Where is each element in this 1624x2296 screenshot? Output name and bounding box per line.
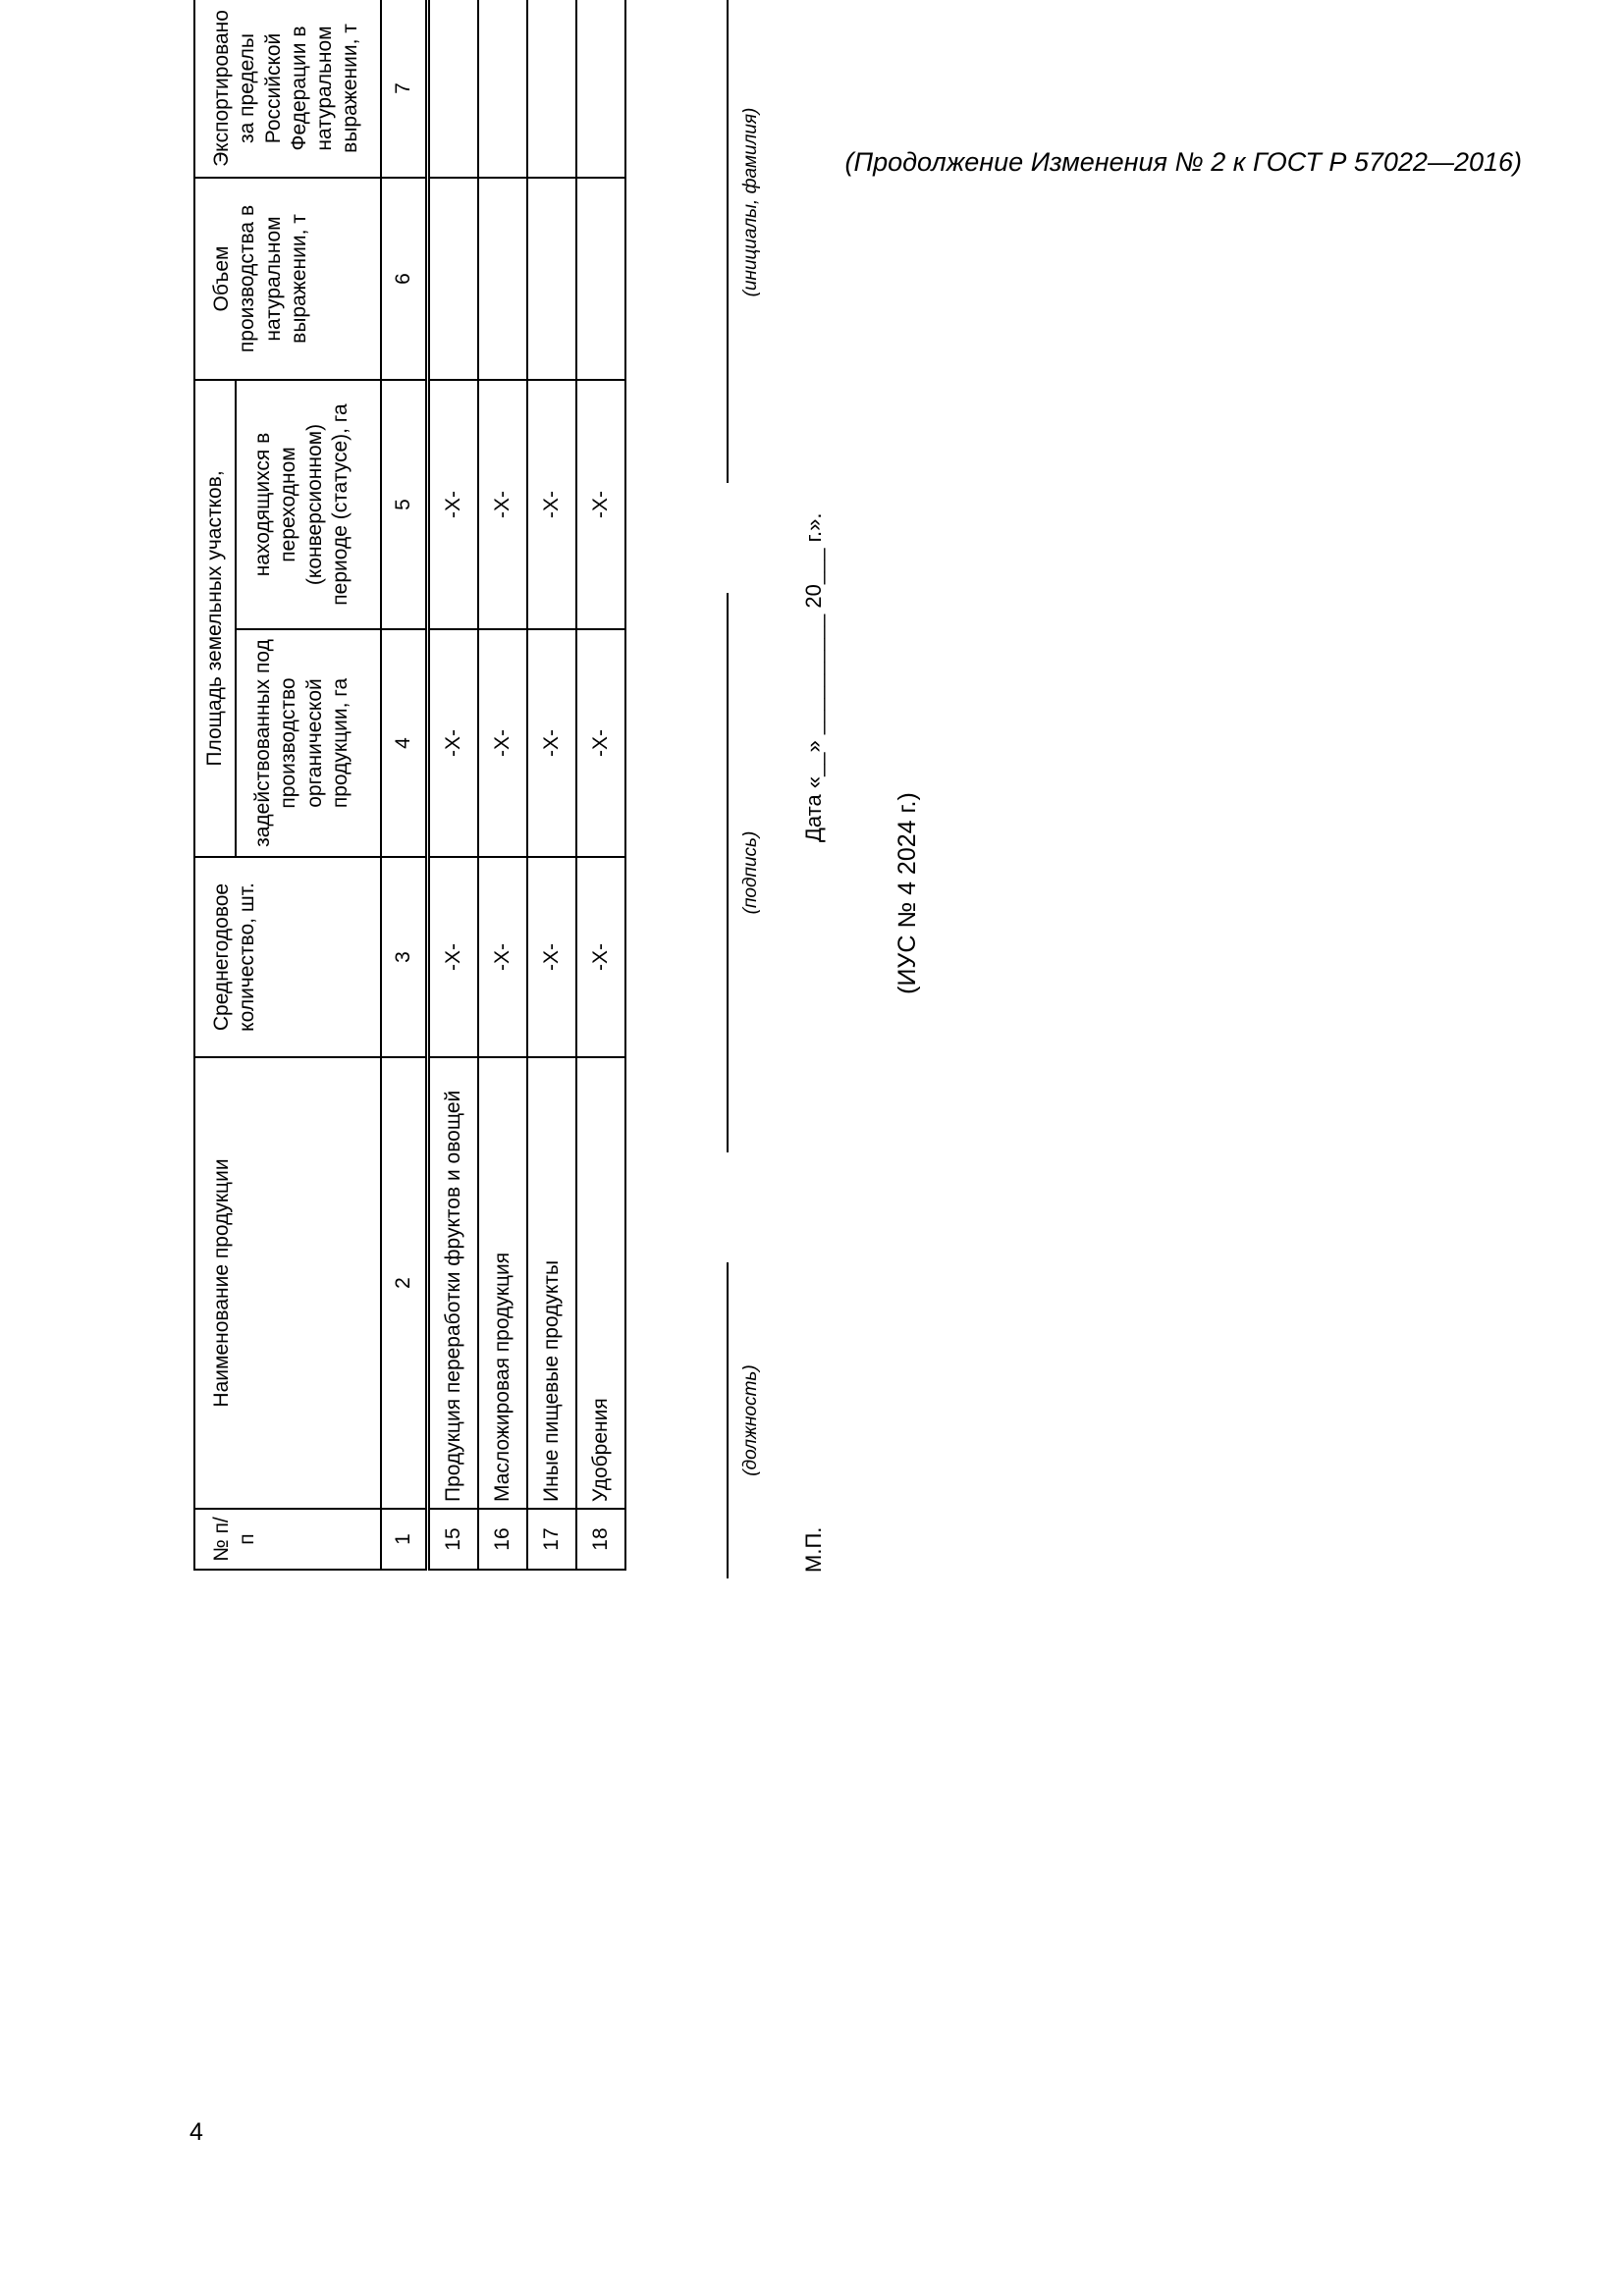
header-land-area: Площадь земельных участков, <box>194 380 236 857</box>
table-row <box>527 0 576 1570</box>
row-avg: -X- <box>576 857 625 1057</box>
header-export: Экспортировано за пределы Российской Федерации в натуральном выражении, т <box>194 0 381 178</box>
row-export <box>478 0 527 178</box>
header-volume: Объем производства в натуральном выражении, т <box>194 178 381 380</box>
row-area-used: -X- <box>478 629 527 857</box>
date-line: Дата «__» __________ 20___ г.». <box>801 512 826 842</box>
row-volume <box>576 178 625 380</box>
header-area-transition: находящихся в переходном (конверсионном) периоде (статусе), га <box>236 380 381 629</box>
production-table <box>193 0 626 1571</box>
header-name: Наименование продукции <box>194 1057 381 1509</box>
signature-caption: (подпись) <box>740 830 761 915</box>
index-cell: 3 <box>381 857 428 1057</box>
index-cell: 5 <box>381 380 428 629</box>
index-cell: 2 <box>381 1057 428 1509</box>
header-no: № п/п <box>194 1509 381 1570</box>
signature-line <box>727 593 729 1152</box>
row-avg: -X- <box>527 857 576 1057</box>
row-volume <box>428 178 479 380</box>
row-name: Масложировая продукция <box>478 1057 527 1509</box>
row-export <box>576 0 625 178</box>
row-number: 16 <box>478 1509 527 1570</box>
position-line <box>727 1262 729 1578</box>
row-name: Удобрения <box>576 1057 625 1509</box>
signature-field <box>727 593 844 1152</box>
row-volume <box>527 178 576 380</box>
ius-block-rotated <box>893 216 952 1571</box>
row-number: 15 <box>428 1509 479 1570</box>
row-export <box>428 0 479 178</box>
position-caption: (должность) <box>740 1364 761 1476</box>
table-row <box>478 0 527 1570</box>
name-field <box>727 0 844 483</box>
header-area-used: задействованных под производство органической продукции, га <box>236 629 381 857</box>
row-number: 18 <box>576 1509 625 1570</box>
row-area-transition: -X- <box>576 380 625 629</box>
name-caption: (инициалы, фамилия) <box>740 107 761 297</box>
row-area-used: -X- <box>428 629 479 857</box>
data-table-rotated <box>193 10 625 1571</box>
stamp-label: М.П. <box>801 1526 826 1573</box>
ius-reference: (ИУС № 4 2024 г.) <box>893 792 921 994</box>
index-cell: 6 <box>381 178 428 380</box>
row-name: Продукция переработки фруктов и овощей <box>428 1057 479 1509</box>
page-number: 4 <box>189 2118 203 2146</box>
header-avg-count: Среднегодовое количество, шт. <box>194 857 381 1057</box>
table-row <box>428 0 479 1570</box>
row-volume <box>478 178 527 380</box>
table-row <box>576 0 625 1570</box>
row-number: 17 <box>527 1509 576 1570</box>
index-cell: 4 <box>381 629 428 857</box>
name-line <box>727 0 729 483</box>
row-area-used: -X- <box>576 629 625 857</box>
index-cell: 7 <box>381 0 428 178</box>
row-area-transition: -X- <box>428 380 479 629</box>
row-area-transition: -X- <box>478 380 527 629</box>
row-avg: -X- <box>478 857 527 1057</box>
row-name: Иные пищевые продукты <box>527 1057 576 1509</box>
document-header: (Продолжение Изменения № 2 к ГОСТ Р 57022—2016) <box>844 147 1522 177</box>
row-avg: -X- <box>428 857 479 1057</box>
position-field <box>727 1262 844 1578</box>
row-area-transition: -X- <box>527 380 576 629</box>
row-export <box>527 0 576 178</box>
index-cell: 1 <box>381 1509 428 1570</box>
row-area-used: -X- <box>527 629 576 857</box>
column-index-row <box>381 0 428 1570</box>
